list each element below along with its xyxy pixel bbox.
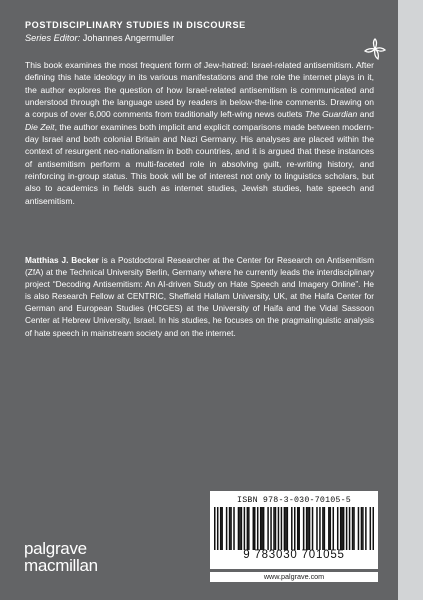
publisher-logo	[24, 540, 98, 574]
barcode-bar	[229, 507, 231, 550]
barcode-bar	[298, 507, 300, 550]
barcode-bar	[307, 507, 309, 550]
barcode-bar	[275, 507, 277, 550]
author-name: Matthias J. Becker	[25, 255, 99, 265]
barcode-bar	[340, 507, 342, 550]
publisher-website: www.palgrave.com	[210, 572, 378, 582]
barcode-bar	[233, 507, 235, 550]
barcode-bar	[294, 507, 296, 550]
book-description	[25, 59, 374, 207]
publisher-line-2: macmillan	[24, 556, 98, 575]
barcode-bar	[278, 507, 280, 550]
barcode-bar	[358, 507, 360, 550]
author-bio-text: is a Postdoctoral Researcher at the Center for Research on Antisemitism (ZfA) at the Technical University Berlin, Germany where he currently leads the interdisciplinary project “Decoding Antisemitism: An AI-driven Study on Hate Speech and Imagery Online”. He is also Research Fellow at CENTRIC, Sheffield Hallam University, UK, at the Haifa Center for German and European Studies (HCGES) at the University of Haifa and the Vidal Sassoon Center at Hebrew University, Israel. In his studies, he focuses on the pragmalinguistic analysis of hate speech in mainstream society and on the internet.	[25, 255, 374, 338]
barcode-bar	[352, 507, 354, 550]
barcode-bar	[270, 507, 272, 550]
newspaper-die-zeit: Die Zeit	[25, 121, 55, 132]
description-and: and	[357, 109, 375, 120]
barcode-bar	[220, 507, 222, 550]
barcode-bar	[349, 507, 351, 550]
barcode-bar	[254, 507, 256, 550]
barcode-bar	[346, 507, 348, 550]
barcode-bar	[341, 507, 343, 550]
series-editor	[25, 33, 375, 43]
leaf-star-icon	[363, 37, 387, 61]
barcode-bar	[303, 507, 305, 550]
barcode-bar	[253, 507, 255, 550]
barcode-box	[210, 491, 378, 569]
barcode-bar	[238, 507, 240, 550]
barcode-bar	[306, 507, 308, 550]
barcode-bar	[319, 507, 321, 550]
barcode-bar	[273, 507, 275, 550]
barcode-bar	[248, 507, 250, 550]
barcode-bar	[291, 507, 293, 550]
barcode-bar	[267, 507, 269, 550]
barcode-bar	[297, 507, 299, 550]
barcode-bar	[370, 507, 372, 550]
barcode-bar	[312, 507, 314, 550]
series-editor-name: Johannes Angermuller	[82, 33, 175, 43]
barcode-bar	[309, 507, 311, 550]
newspaper-guardian: The Guardian	[304, 109, 358, 120]
series-editor-label: Series Editor:	[25, 33, 81, 43]
barcode-bar	[261, 507, 263, 550]
barcode-bar	[226, 507, 228, 550]
spine-edge	[398, 0, 423, 600]
barcode-bar	[365, 507, 367, 550]
barcode-bar	[362, 507, 364, 550]
barcode-bar	[221, 507, 223, 550]
barcode-bar	[333, 507, 335, 550]
barcode-bar	[324, 507, 326, 550]
barcode-bar	[353, 507, 355, 550]
barcode-bar	[281, 507, 283, 550]
barcode-bar	[244, 507, 246, 550]
barcode-bar	[373, 507, 374, 550]
barcode-bar	[230, 507, 232, 550]
barcode-bar	[343, 507, 345, 550]
barcode-bar	[287, 507, 289, 550]
barcode-bar	[263, 507, 265, 550]
publisher-line-1: palgrave	[24, 539, 87, 558]
isbn-label: ISBN 978-3-030-70105-5	[237, 496, 351, 505]
description-part-2: , the author examines both implicit and explicit comparisons made between modern-day Israel and both colonial Britain and Nazi Germany. His analyses are placed within the context of resurgent neo-nationalism in both countries, and it is argued that these instances of antisemitism perform a multi-faceted role in absolving guilt, re-writing history, and reinforcing in-group status. This book will be of interest not only to linguistics scholars, but also to academics in fields such as internet studies, Jewish studies, hate speech and antisemitism.	[25, 121, 375, 206]
barcode-bar	[361, 507, 363, 550]
barcode-bar	[285, 507, 287, 550]
barcode-bar	[247, 507, 249, 550]
barcode-bar	[239, 507, 241, 550]
barcode-bar	[284, 507, 286, 550]
barcode-bar	[316, 507, 318, 550]
description-part-1: This book examines the most frequent form of Jew-hatred: Israel-related antisemitism. After defining this hate ideology in its various manifestations and the role the internet plays in it, the author explores the question of how Israel-related antisemitism is communicated and understood through the language used by readers in below-the-line comments. Drawing on a corpus of over 6,000 comments from traditionally left-wing news outlets	[25, 60, 374, 120]
barcode-bar	[214, 507, 216, 550]
barcode-bar	[330, 507, 332, 550]
series-block	[25, 20, 375, 43]
barcode-bar	[337, 507, 339, 550]
series-title: POSTDISCIPLINARY STUDIES IN DISCOURSE	[25, 20, 246, 30]
author-bio	[25, 254, 374, 339]
barcode-digits: 9 783030 701055	[243, 549, 345, 561]
barcode-bar	[328, 507, 330, 550]
barcode-bar	[260, 507, 262, 550]
barcode-bar	[322, 507, 324, 550]
barcode-bar	[241, 507, 243, 550]
barcode-bars	[214, 507, 374, 550]
barcode-bar	[217, 507, 219, 550]
barcode-bar	[257, 507, 259, 550]
